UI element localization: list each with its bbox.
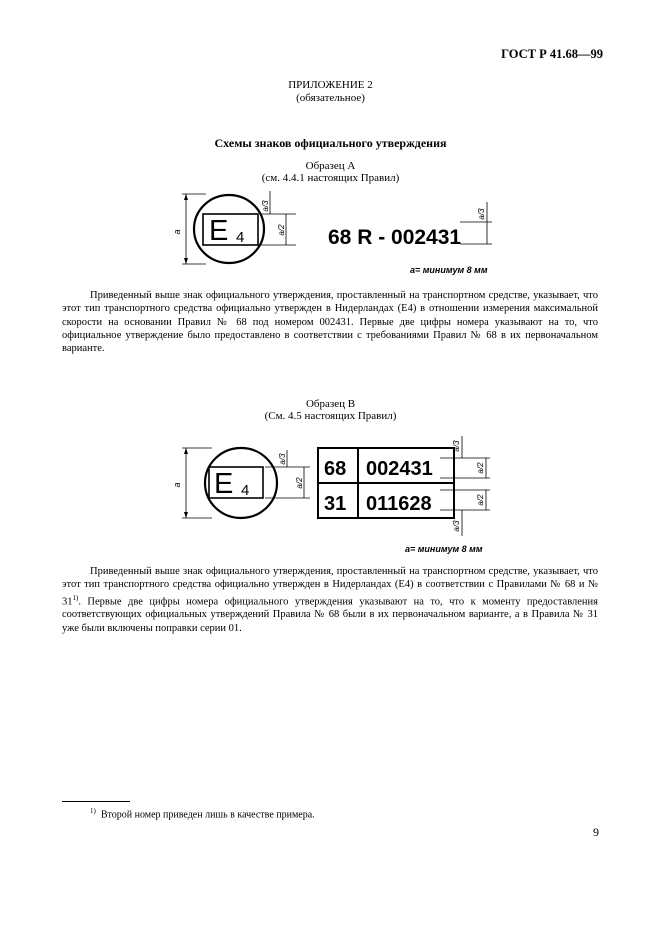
- sample-b-ref: (См. 4.5 настоящих Правил): [264, 410, 397, 422]
- dim-b-a2-label: a/2: [295, 477, 304, 489]
- section-title: Схемы знаков официального утверждения: [214, 136, 447, 150]
- dim-a3-right-label: a/3: [477, 208, 486, 220]
- row1-number: 002431: [366, 458, 433, 480]
- sample-a-figure: [0, 188, 661, 280]
- approval-number: 68 R - 002431: [328, 226, 462, 249]
- page-number: 9: [593, 825, 599, 839]
- footnote: [90, 807, 315, 820]
- sample-a-title: Образец А: [305, 160, 356, 172]
- sample-b-text: [62, 565, 598, 635]
- dim-a3-label: a/3: [261, 200, 270, 212]
- appendix-title: ПРИЛОЖЕНИЕ 2: [288, 79, 373, 91]
- footnote-text: Второй номер приведен лишь в качестве примера.: [100, 809, 315, 821]
- sample-b-title: Образец В: [305, 398, 356, 410]
- sample-a-description: [62, 289, 598, 355]
- dim-b-a-label: a: [172, 482, 182, 488]
- dim-b-right-a3-bottom: a/3: [452, 520, 461, 532]
- sample-a-text: Приведенный выше знак официального утверждения, проставленный на транспортном средстве, указывает, что этот тип транспортного средства официально утвержден в Нидерландах (E4) в отношении измерения максимальной скорости на основании Правил № 68 под номером 002431. Первые две цифры номера указывают на то, что официальное утверждение было предоставлено в соответствии с требованиями Правил № 68 в их первоначальном варианте.: [62, 290, 598, 355]
- dim-b-right-a3-top: a/3: [452, 440, 461, 452]
- sample-a-note: a= минимум 8 мм: [410, 265, 488, 275]
- standard-code: ГОСТ Р 41.68—99: [501, 47, 603, 61]
- footnote-ref: 1): [72, 593, 79, 602]
- mark-country-b: 4: [241, 482, 250, 499]
- sample-b-figure: [0, 430, 661, 558]
- footnote-rule: [62, 801, 130, 802]
- mark-country: 4: [236, 229, 245, 246]
- sample-b-description: [62, 565, 598, 635]
- mark-letter-b: E: [214, 468, 234, 500]
- dim-a2-label: a/2: [277, 224, 286, 236]
- sample-b-text-part2: . Первые две цифры номера официального утверждения указывают на то, что к моменту предоставления соответствующих официальных утверждений Правила № 68 были в их первоначальном варианте, а в Правила № 31 уже были включены поправки серии 01.: [62, 596, 598, 634]
- dim-b-right-a2-bottom: a/2: [476, 494, 485, 506]
- dim-b-a3-label: a/3: [278, 453, 287, 465]
- dim-a-label: a: [172, 229, 182, 235]
- appendix-subtitle: (обязательное): [296, 92, 365, 104]
- sample-b-note: a= минимум 8 мм: [405, 544, 483, 554]
- sample-b-text-part1: Приведенный выше знак официального утверждения, проставленный на транспортном средстве, указывает, что этот тип транспортного средства официально утвержден в Нидерландах (E4) в соответствии с Правилами № 68 и № 31: [62, 566, 598, 608]
- sample-a-ref: (см. 4.4.1 настоящих Правил): [261, 172, 400, 184]
- row2-regulation: 31: [324, 493, 347, 515]
- footnote-mark: 1): [90, 807, 96, 815]
- dim-b-right-a2-top: a/2: [476, 462, 485, 474]
- row2-number: 011628: [366, 493, 432, 515]
- mark-letter: E: [209, 215, 229, 247]
- row1-regulation: 68: [324, 458, 347, 480]
